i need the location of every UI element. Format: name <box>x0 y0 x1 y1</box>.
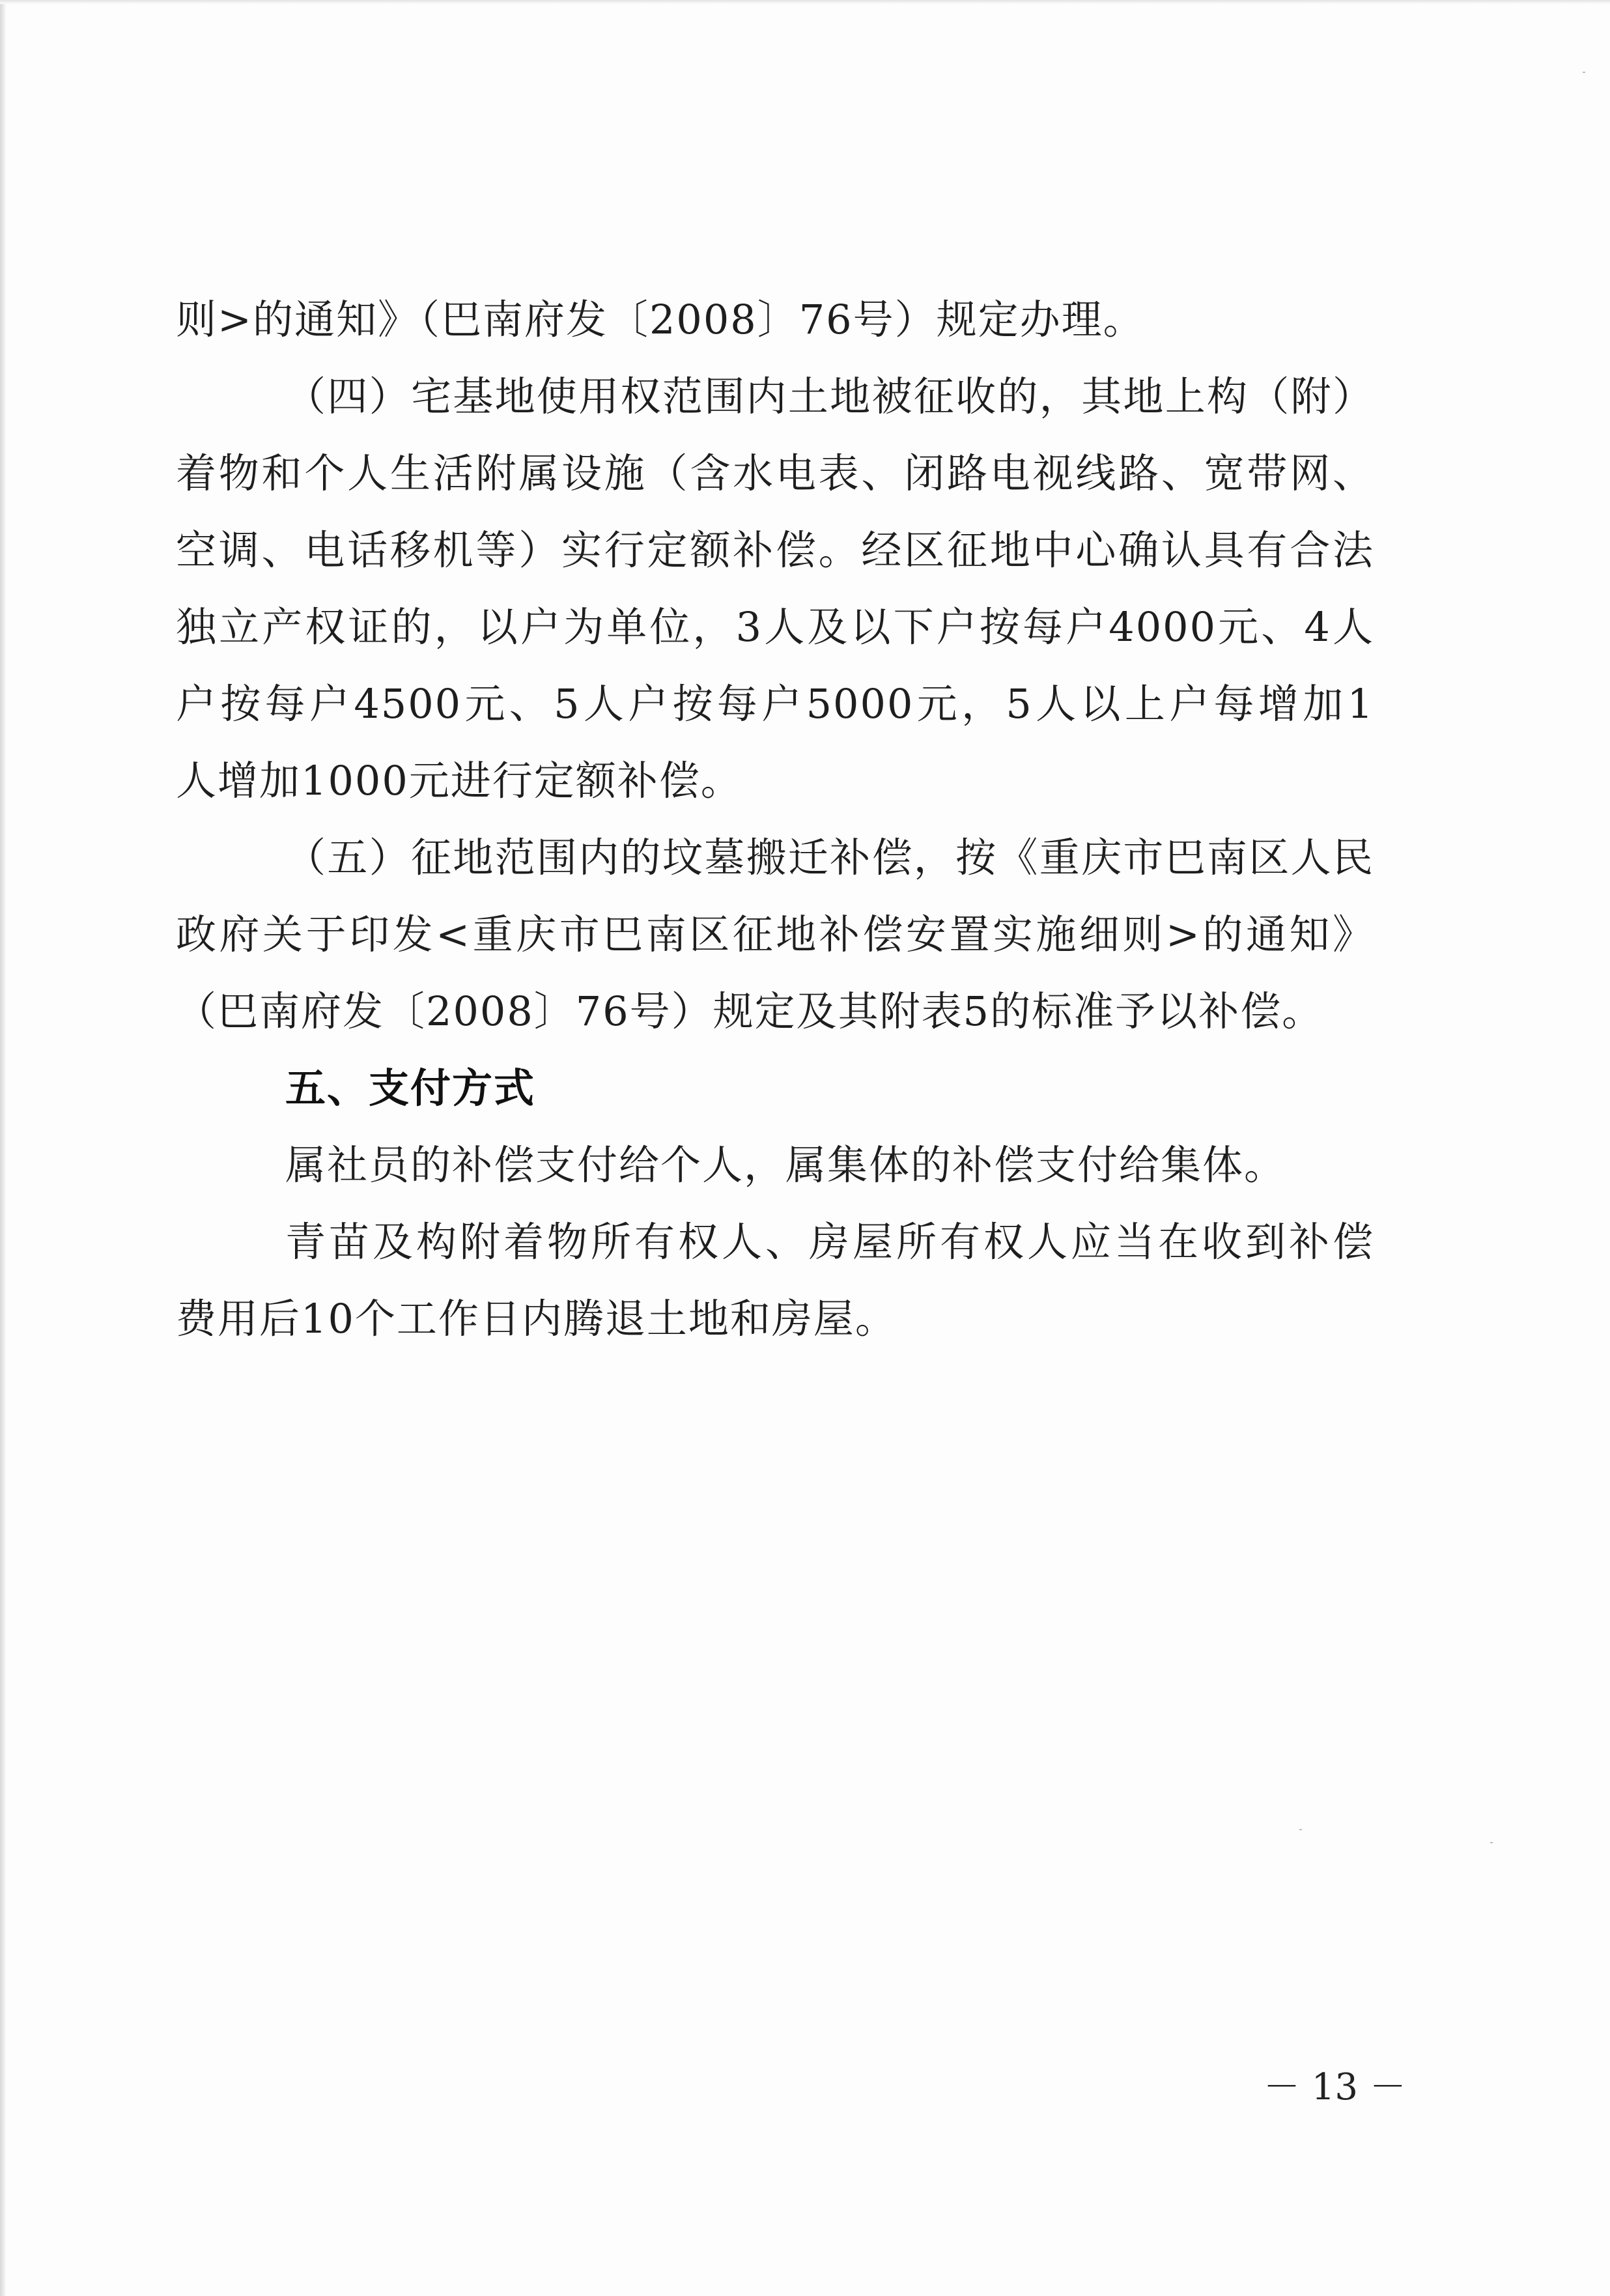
page-number: － 13 － <box>1264 2066 1406 2108</box>
text-line: （四）宅基地使用权范围内土地被征收的，其地上构（附） <box>285 373 1374 420</box>
text-line: 属社员的补偿支付给个人，属集体的补偿支付给集体。 <box>285 1141 1286 1189</box>
scan-edge-top <box>0 0 1610 4</box>
text-line: 户按每户4500元、5人户按每户5000元，5人以上户每增加1 <box>176 680 1374 728</box>
text-line: 青苗及构附着物所有权人、房屋所有权人应当在收到补偿 <box>285 1218 1374 1266</box>
body-text <box>176 281 1374 1357</box>
scan-edge-left <box>0 0 7 2296</box>
text-line: （五）征地范围内的坟墓搬迁补偿，按《重庆市巴南区人民 <box>285 834 1374 881</box>
text-line: （巴南府发〔2008〕76号）规定及其附表5的标准予以补偿。 <box>176 987 1324 1035</box>
text-line: 人增加1000元进行定额补偿。 <box>176 757 742 804</box>
scan-speck <box>1299 1829 1302 1830</box>
text-line: 独立产权证的，以户为单位，3人及以下户按每户4000元、4人 <box>176 603 1374 651</box>
section-heading: 五、支付方式 <box>285 1064 536 1112</box>
scan-speck <box>1583 72 1585 73</box>
text-line: 费用后10个工作日内腾退土地和房屋。 <box>176 1295 897 1342</box>
text-line: 空调、电话移机等）实行定额补偿。经区征地中心确认具有合法 <box>176 526 1374 574</box>
text-line: 着物和个人生活附属设施（含水电表、闭路电视线路、宽带网、 <box>176 449 1374 497</box>
text-line: 政府关于印发<重庆市巴南区征地补偿安置实施细则>的通知》 <box>176 911 1374 958</box>
text-line: 则>的通知》（巴南府发〔2008〕76号）规定办理。 <box>176 296 1145 343</box>
scan-speck <box>1490 1842 1493 1843</box>
